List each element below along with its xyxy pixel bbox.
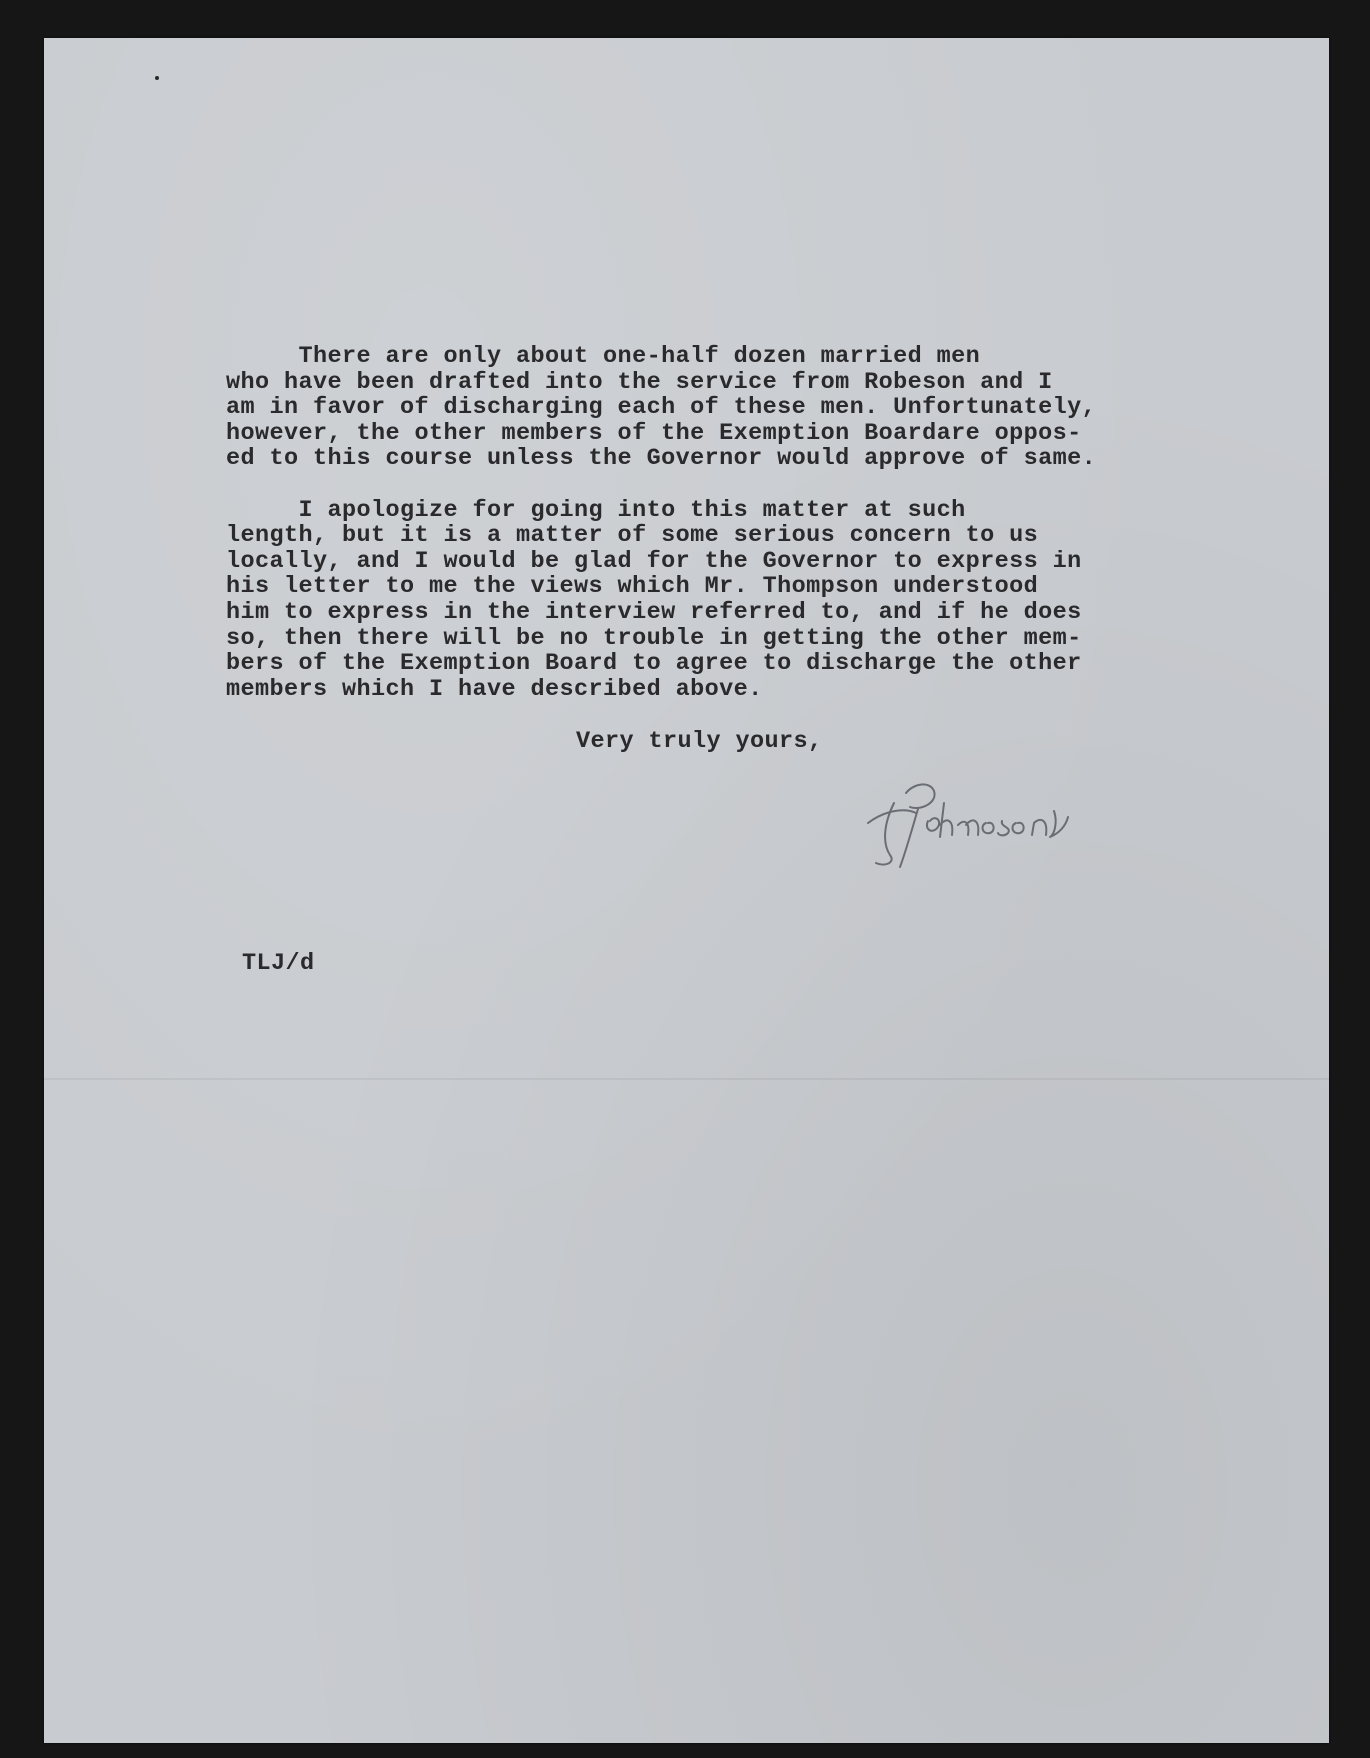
paragraph-married-men: There are only about one-half dozen married men who have been drafted into the service from Robeson and I am in favor of discharging each of these men. Unfortunately, however, the other members of the Exemption Boardare oppos- ed to this course unless the Governor would approve of same. xyxy=(226,343,1097,473)
page-fold xyxy=(44,1078,1329,1080)
typist-initials: TLJ/d xyxy=(242,950,315,977)
handwritten-signature xyxy=(854,763,1084,873)
closing-salutation: Very truly yours, xyxy=(576,728,823,755)
paragraph-apology: I apologize for going into this matter at such length, but it is a matter of some serious concern to us locally, and I would be glad for the Governor to express in his letter to me the views which Mr. Thompson understood him to express in the interview referred to, and if he does so, then there will be no trouble in getting the other mem- bers of the Exemption Board to agree to discharge the other members which I have described above. xyxy=(226,496,1082,703)
ink-mark xyxy=(155,76,159,80)
letter-body xyxy=(226,344,1206,728)
letter-page xyxy=(44,38,1329,1743)
